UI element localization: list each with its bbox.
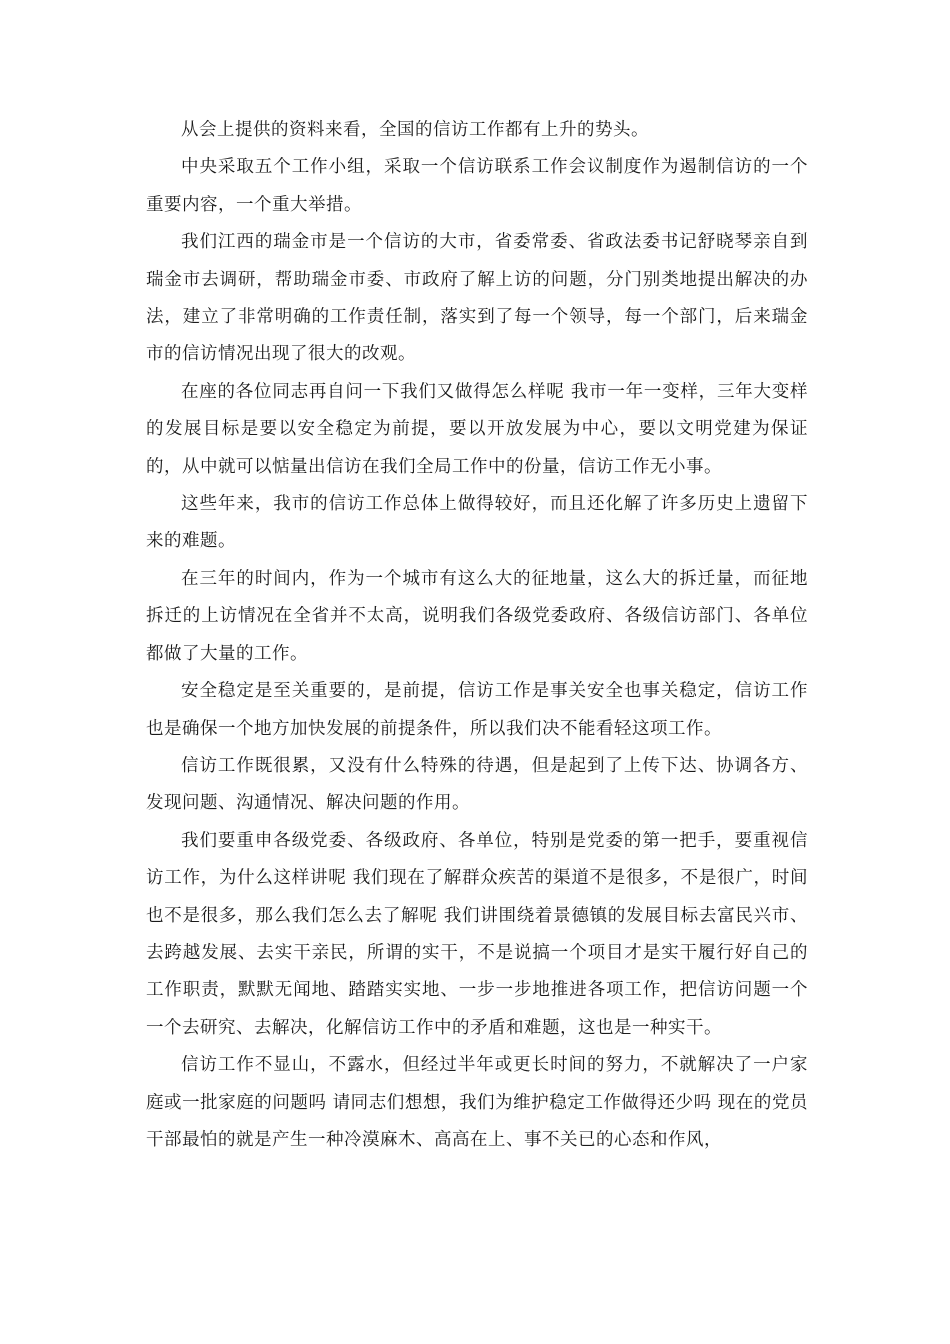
paragraph-5: 这些年来，我市的信访工作总体上做得较好，而且还化解了许多历史上遗留下来的难题。 xyxy=(146,494,808,552)
paragraph-1: 从会上提供的资料来看，全国的信访工作都有上升的势头。 xyxy=(181,120,649,140)
paragraph-3: 我们江西的瑞金市是一个信访的大市，省委常委、省政法委书记舒晓琴亲自到瑞金市去调研，帮助瑞金市委、市政府了解上访的问题，分门别类地提出解决的办法，建立了非常明确的工作责任制，落实到了每一个领导，每一个部门，后来瑞金市的信访情况出现了很大的改观。 xyxy=(146,232,808,365)
document-body xyxy=(146,112,808,1159)
paragraph-6: 在三年的时间内，作为一个城市有这么大的征地量，这么大的拆迁量，而征地拆迁的上访情况在全省并不太高，说明我们各级党委政府、各级信访部门、各单位都做了大量的工作。 xyxy=(146,568,808,664)
paragraph-9: 我们要重申各级党委、各级政府、各单位，特别是党委的第一把手，要重视信访工作，为什么这样讲呢 我们现在了解群众疾苦的渠道不是很多，不是很广，时间也不是很多，那么我们怎么去了解呢 我们讲围绕着景德镇的发展目标去富民兴市、去跨越发展、去实干亲民，所谓的实干，不是说搞一个项目才是实干履行好自己的工作职责，默默无闻地、踏踏实实地、一步一步地推进各项工作，把信访问题一个一个去研究、去解决，化解信访工作中的矛盾和难题，这也是一种实干。 xyxy=(146,830,808,1038)
paragraph-8: 信访工作既很累，又没有什么特殊的待遇，但是起到了上传下达、协调各方、发现问题、沟通情况、解决问题的作用。 xyxy=(146,755,808,814)
paragraph-10: 信访工作不显山，不露水，但经过半年或更长时间的努力，不就解决了一户家庭或一批家庭的问题吗 请同志们想想，我们为维护稳定工作做得还少吗 现在的党员干部最怕的就是产生一种冷漠麻木、高高在上、事不关已的心态和作风， xyxy=(146,1055,808,1150)
paragraph-7: 安全稳定是至关重要的，是前提，信访工作是事关安全也事关稳定，信访工作也是确保一个地方加快发展的前提条件，所以我们决不能看轻这项工作。 xyxy=(146,681,808,739)
paragraph-4: 在座的各位同志再自问一下我们又做得怎么样呢 我市一年一变样，三年大变样的发展目标是要以安全稳定为前提，要以开放发展为中心，要以文明党建为保证的，从中就可以惦量出信访在我们全局工作中的份量，信访工作无小事。 xyxy=(146,381,808,477)
paragraph-2: 中央采取五个工作小组，采取一个信访联系工作会议制度作为遏制信访的一个重要内容，一个重大举措。 xyxy=(146,157,808,215)
